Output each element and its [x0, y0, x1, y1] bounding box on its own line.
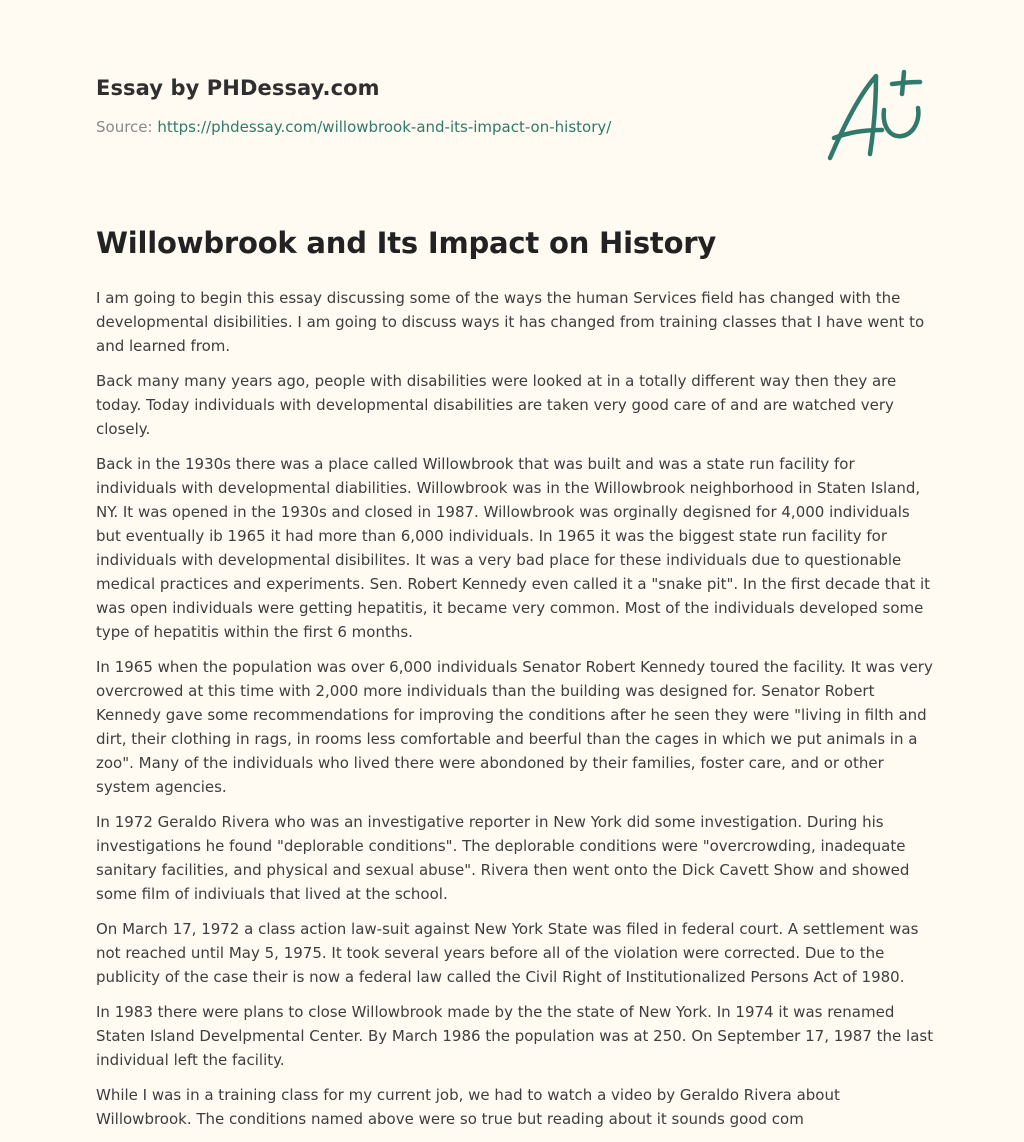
site-brand: Essay by PHDessay.com [96, 76, 380, 100]
essay-paragraph: On March 17, 1972 a class action law-suit against New York State was filed in federal court. A settlement was not reached until May 5, 1975. It took several years before all of the violation were corrected. Due to the publicity of the case their is now a federal law called the Civil Right of Institutionalized Persons Act of 1980. [96, 920, 919, 986]
source-label: Source: [96, 118, 158, 136]
essay-paragraph: In 1983 there were plans to close Willowbrook made by the the state of New York. In 1974 it was renamed Staten Island Develpmental Center. By March 1986 the population was at 250. On September 17, 1987 the last individual left the facility. [96, 1003, 934, 1069]
grade-a-plus-icon [824, 68, 928, 164]
essay-paragraph: While I was in a training class for my current job, we had to watch a video by Geraldo Rivera about Willowbrook. The conditions named above were so true but reading about it sounds good com [96, 1086, 840, 1128]
essay-paragraph: I am going to begin this essay discussing some of the ways the human Services field has changed with the developmental disibilities. I am going to discuss ways it has changed from training classes that I have went to and learned from. [96, 289, 925, 355]
essay-paragraph: In 1965 when the population was over 6,000 individuals Senator Robert Kennedy toured the facility. It was very overcrowed at this time with 2,000 more individuals than the building was designed for. Senator Robert Kennedy gave some recommendations for improving the conditions after he seen they were "living in filth and dirt, their clothing in rags, in rooms less comfortable and beerful than the cages in which we put animals in a zoo". Many of the individuals who lived there were abondoned by their families, foster care, and or other system agencies. [96, 658, 933, 796]
source-line [96, 118, 936, 136]
essay-paragraph: In 1972 Geraldo Rivera who was an investigative reporter in New York did some investigation. During his investigations he found "deplorable conditions". The deplorable conditions were "overcrowding, inadequate sanitary facilities, and physical and sexual abuse". Rivera then went onto the Dick Cavett Show and showed some film of indiviuals that lived at the school. [96, 813, 910, 903]
essay-paragraph: Back many many years ago, people with disabilities were looked at in a totally different way then they are today. Today individuals with developmental disabilities are taken very good care of and are watched very closely. [96, 372, 897, 438]
essay-title: Willowbrook and Its Impact on History [96, 226, 717, 260]
essay-paragraph: Back in the 1930s there was a place called Willowbrook that was built and was a state run facility for individuals with developmental diabilities. Willowbrook was in the Willowbrook neighborhood in Staten Island, NY. It was opened in the 1930s and closed in 1987. Willowbrook was orginally degisned for 4,000 individuals but eventually ib 1965 it had more than 6,000 individuals. In 1965 it was the biggest state run facility for individuals with developmental disibilites. It was a very bad place for these individuals due to questionable medical practices and experiments. Sen. Robert Kennedy even called it a "snake pit". In the first decade that it was open individuals were getting hepatitis, it became very common. Most of the individuals developed some type of hepatitis within the first 6 months. [96, 455, 931, 641]
source-link[interactable]: https://phdessay.com/willowbrook-and-its-impact-on-history/ [157, 118, 612, 136]
page-header [96, 76, 936, 136]
essay-body [96, 286, 938, 1142]
